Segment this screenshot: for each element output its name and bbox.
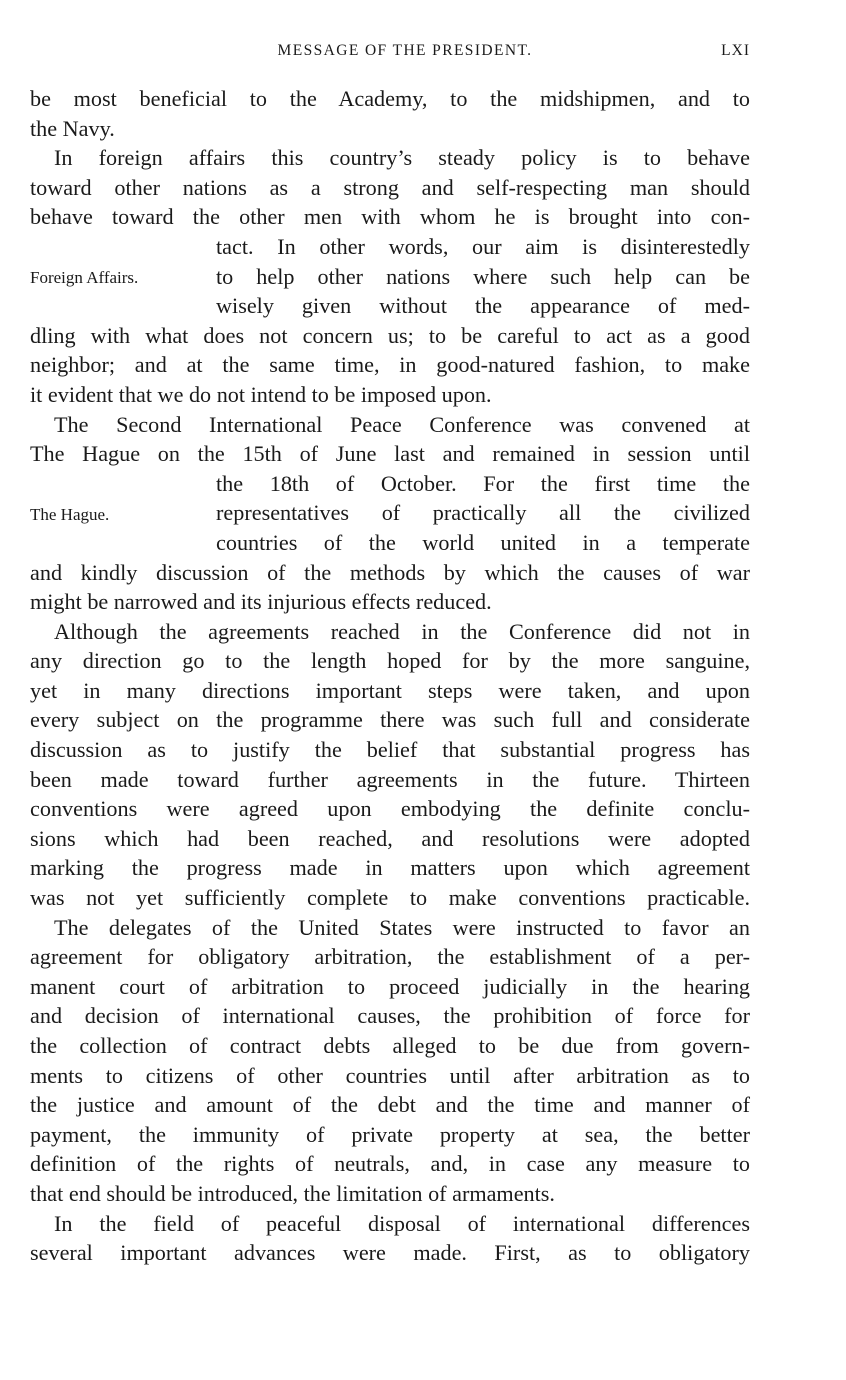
page-header — [30, 42, 750, 72]
side-note-block-the-hague — [30, 469, 750, 558]
text-line: The Hague on the 15th of June last and remained in session until — [30, 441, 750, 467]
text-line: sions which had been reached, and resolutions were adopted — [30, 825, 750, 851]
text-line: and decision of international causes, the prohibition of force for — [30, 1003, 750, 1029]
text-line: it evident that we do not intend to be imposed upon. — [30, 381, 492, 407]
paragraph-start-line: The Second International Peace Conference was convened at — [54, 411, 750, 437]
text-line: payment, the immunity of private property at sea, the better — [30, 1121, 750, 1147]
text-line: yet in many directions important steps were taken, and upon — [30, 677, 750, 703]
paragraph-start-line: In foreign affairs this country’s steady policy is to behave — [54, 145, 750, 171]
side-note-the-hague: The Hague. — [30, 504, 110, 524]
text-line: any direction go to the length hoped for by the more sanguine, — [30, 648, 750, 674]
text-line: several important advances were made. First, as to obligatory — [30, 1240, 750, 1266]
text-line: neighbor; and at the same time, in good-natured fashion, to make — [30, 352, 750, 378]
text-line: agreement for obligatory arbitration, the establishment of a per- — [30, 944, 750, 970]
text-line: wisely given without the appearance of med- — [216, 293, 750, 319]
text-line: and kindly discussion of the methods by which the causes of war — [30, 559, 750, 585]
text-line: was not yet sufficiently complete to make conventions practicable. — [30, 885, 750, 911]
running-title: MESSAGE OF THE PRESIDENT. — [277, 42, 533, 59]
text-line: that end should be introduced, the limitation of armaments. — [30, 1180, 555, 1206]
paragraph-start-line: The delegates of the United States were instructed to favor an — [54, 914, 750, 940]
text-line: the 18th of October. For the first time the — [216, 470, 750, 496]
text-line: be most beneficial to the Academy, to the midshipmen, and to — [30, 86, 750, 111]
text-line: to help other nations where such help can be — [216, 263, 750, 289]
text-line: behave toward the other men with whom he is brought into con- — [30, 204, 750, 230]
text-line: the Navy. — [30, 115, 115, 141]
text-line: every subject on the programme there was such full and considerate — [30, 707, 750, 733]
paragraph-start-line: Although the agreements reached in the Conference did not in — [54, 618, 750, 644]
text-line: toward other nations as a strong and self-respecting man should — [30, 174, 750, 200]
paragraph-start-line: In the field of peaceful disposal of international differences — [54, 1210, 750, 1236]
text-line: marking the progress made in matters upon which agreement — [30, 855, 750, 881]
text-line: might be narrowed and its injurious effects reduced. — [30, 589, 492, 615]
side-note-block-foreign-affairs — [30, 232, 750, 321]
text-line: conventions were agreed upon embodying the definite conclu- — [30, 796, 750, 822]
text-line: the justice and amount of the debt and the time and manner of — [30, 1092, 750, 1118]
text-line: countries of the world united in a temperate — [216, 529, 750, 555]
page-number: LXI — [721, 42, 750, 59]
text-line: representatives of practically all the civilized — [216, 500, 750, 526]
text-line: been made toward further agreements in the future. Thirteen — [30, 766, 750, 792]
body-text — [30, 84, 750, 1268]
side-note-foreign-affairs: Foreign Affairs. — [30, 267, 139, 287]
text-line: ments to citizens of other countries until after arbitration as to — [30, 1062, 750, 1088]
text-line: discussion as to justify the belief that substantial progress has — [30, 737, 750, 763]
text-line: tact. In other words, our aim is disinterestedly — [216, 233, 750, 259]
text-line: definition of the rights of neutrals, and, in case any measure to — [30, 1151, 750, 1177]
text-line: the collection of contract debts alleged to be due from govern- — [30, 1033, 750, 1058]
text-line: manent court of arbitration to proceed judicially in the hearing — [30, 973, 750, 999]
text-line: dling with what does not concern us; to be careful to act as a good — [30, 322, 750, 348]
